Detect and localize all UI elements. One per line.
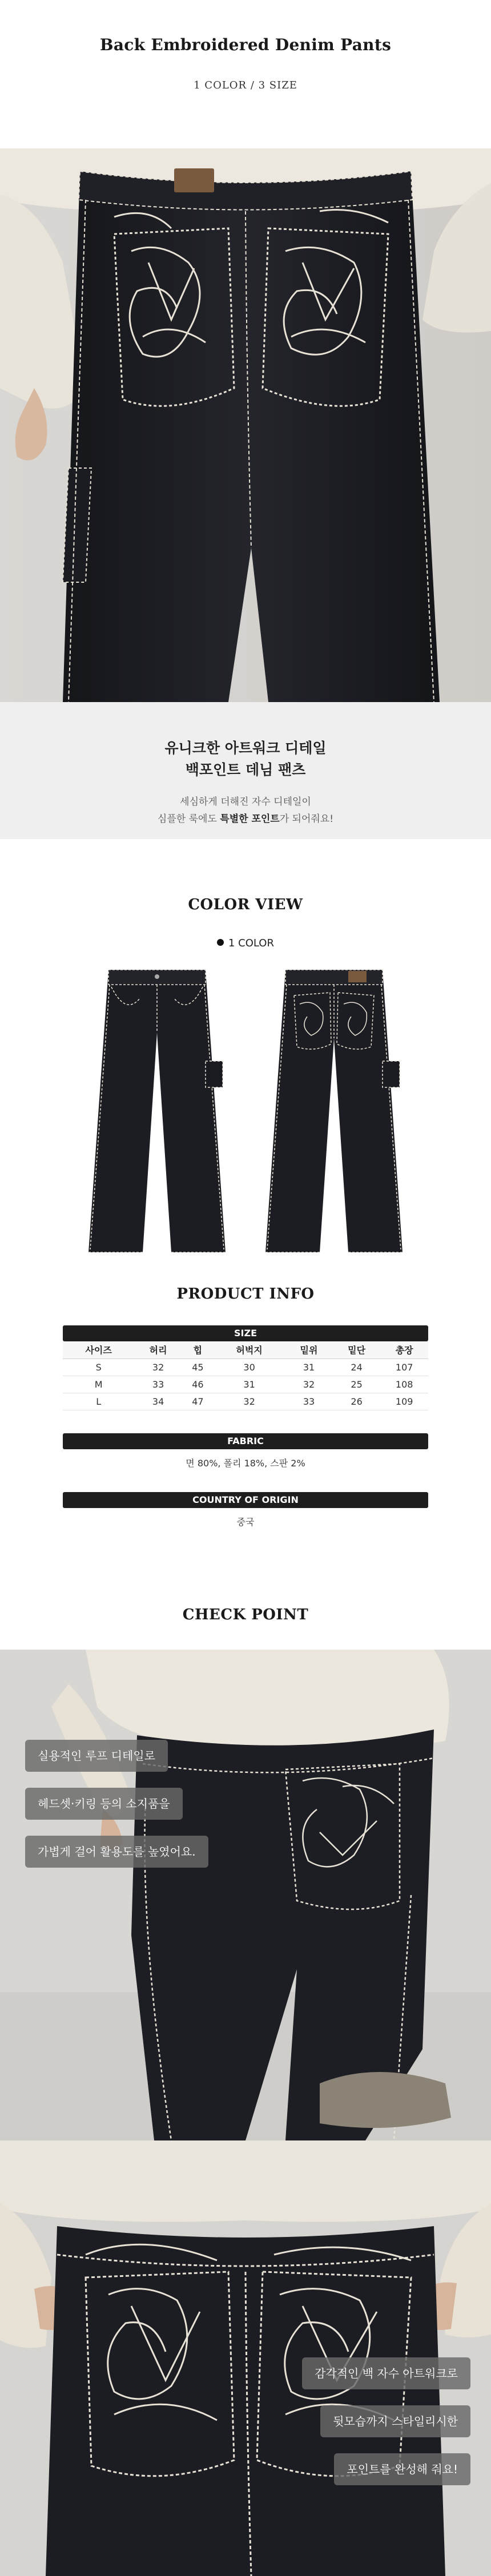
size-table-header	[63, 1341, 428, 1358]
size-col-header: 총장	[380, 1341, 428, 1358]
intro-desc-bold: 특별한 포인트	[220, 813, 280, 825]
check-photo-2	[0, 2140, 491, 2576]
size-col-header: 허리	[134, 1341, 182, 1358]
check-point-title: CHECK POINT	[182, 1606, 309, 1623]
color-view-section	[0, 839, 491, 1250]
size-col-header: 밑위	[285, 1341, 333, 1358]
size-table-body	[63, 1358, 428, 1410]
fabric-bar: FABRIC	[63, 1433, 428, 1449]
size-cell: 47	[182, 1393, 214, 1410]
size-bar: SIZE	[63, 1325, 428, 1341]
check-caption-1-3: 가볍게 걸어 활용도를 높였어요.	[25, 1836, 208, 1868]
size-cell: 33	[134, 1376, 182, 1393]
size-cell: 108	[380, 1376, 428, 1393]
check-photo-1	[0, 1650, 491, 2140]
size-cell: 109	[380, 1393, 428, 1410]
color-swatch-icon	[217, 939, 224, 946]
size-cell: 45	[182, 1358, 214, 1376]
size-cell: 26	[333, 1393, 381, 1410]
size-cell: L	[63, 1393, 134, 1410]
size-row	[63, 1358, 428, 1376]
size-col-header: 허벅지	[214, 1341, 285, 1358]
check-caption-2-2: 뒷모습까지 스타일리시한	[320, 2405, 470, 2437]
size-cell: 33	[285, 1393, 333, 1410]
check-caption-1-1: 실용적인 루프 디테일로	[25, 1740, 168, 1772]
size-cell: 32	[134, 1358, 182, 1376]
check-caption-1-2: 헤드셋·키링 등의 소지품을	[25, 1788, 183, 1820]
size-cell: 46	[182, 1376, 214, 1393]
intro-desc-post: 가 되어줘요!	[279, 813, 334, 825]
intro-headline-1: 유니크한 아트워크 디테일	[164, 740, 327, 756]
page-header	[0, 0, 491, 148]
size-table	[63, 1341, 428, 1410]
origin-bar: COUNTRY OF ORIGIN	[63, 1492, 428, 1508]
page-title: Back Embroidered Denim Pants	[99, 35, 392, 54]
color-option	[0, 937, 491, 949]
size-table-wrapper	[63, 1325, 428, 1528]
origin-value: 중국	[236, 1516, 255, 1527]
check-caption-2-3: 포인트를 완성해 줘요!	[334, 2453, 470, 2485]
check-caption-2-1: 감각적인 백 자수 아트워크로	[302, 2357, 470, 2389]
size-cell: 30	[214, 1358, 285, 1376]
size-cell: 34	[134, 1393, 182, 1410]
size-cell: 24	[333, 1358, 381, 1376]
size-col-header: 밑단	[333, 1341, 381, 1358]
size-cell: 31	[285, 1358, 333, 1376]
size-cell: S	[63, 1358, 134, 1376]
size-cell: 32	[214, 1393, 285, 1410]
size-row	[63, 1376, 428, 1393]
color-view-title: COLOR VIEW	[188, 896, 303, 913]
intro-description	[0, 793, 491, 828]
jeans-front-image	[86, 964, 228, 1261]
size-col-header: 힙	[182, 1341, 214, 1358]
size-cell: 31	[214, 1376, 285, 1393]
hero-photo	[0, 148, 491, 702]
size-row	[63, 1393, 428, 1410]
product-info-section	[0, 1250, 491, 1570]
size-col-header: 사이즈	[63, 1341, 134, 1358]
size-cell: 32	[285, 1376, 333, 1393]
intro-desc-line-1: 세심하게 더해진 자수 디테일이	[180, 796, 311, 808]
fabric-value: 면 80%, 폴리 18%, 스판 2%	[186, 1457, 305, 1469]
jeans-back-image	[263, 964, 405, 1261]
color-option-label: 1 COLOR	[228, 937, 274, 949]
product-info-title: PRODUCT INFO	[176, 1285, 315, 1303]
check-point-header	[0, 1570, 491, 1650]
page-subtitle: 1 COLOR / 3 SIZE	[194, 79, 297, 91]
size-cell: M	[63, 1376, 134, 1393]
size-cell: 107	[380, 1358, 428, 1376]
intro-desc-pre: 심플한 룩에도	[157, 813, 220, 825]
intro-desc-line-2	[0, 811, 491, 828]
color-view-images	[0, 964, 491, 1261]
intro-section	[0, 702, 491, 839]
intro-headline-2: 백포인트 데님 팬츠	[185, 761, 306, 778]
size-cell: 25	[333, 1376, 381, 1393]
